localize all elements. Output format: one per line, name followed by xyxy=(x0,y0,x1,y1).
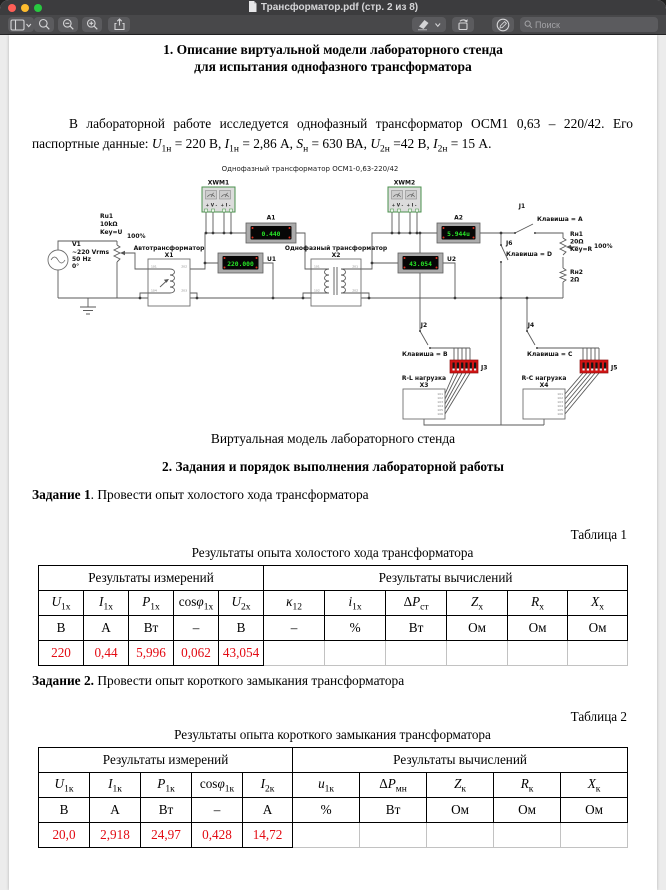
var-header-cell: $\Delta P_{мн}$ xyxy=(360,773,427,798)
var-header-cell: $P_{1х}$ xyxy=(129,591,174,616)
x3-pin: 103 xyxy=(437,400,443,404)
xwm1-v-label: + V - xyxy=(205,203,218,209)
var-header-cell: cosφ$_{1х}$ xyxy=(174,591,219,616)
var-header-cell: $U_{2х}$ xyxy=(219,591,264,616)
var-header-cell: $R_х$ xyxy=(508,591,568,616)
table-2 xyxy=(38,747,628,848)
x2-pin: 102 xyxy=(314,288,320,293)
switch-j6[interactable] xyxy=(500,240,552,263)
var-header-cell: $I_{1х}$ xyxy=(84,591,129,616)
var-header-cell: $X_х$ xyxy=(568,591,628,616)
task-1-line: Задание 1. Провести опыт холостого хода трансформатора xyxy=(32,487,369,502)
titlebar xyxy=(0,0,666,15)
var-header-cell: $U_{1к}$ xyxy=(39,773,90,798)
j4-key-label: Клавиша = C xyxy=(527,351,573,358)
markup-button[interactable] xyxy=(492,17,514,32)
j5-name: J5 xyxy=(611,364,618,372)
x3-pin: 105 xyxy=(437,408,443,412)
unit-cell: Ом xyxy=(447,616,508,641)
unit-cell: Вт xyxy=(141,798,192,823)
rn1-percent: 100% xyxy=(594,243,613,250)
diagram-title: Однофазный трансформатор ОСМ1-0,63-220/42 xyxy=(221,165,399,173)
value-cell xyxy=(447,641,508,666)
wattmeter-xwm1 xyxy=(202,180,235,213)
v1-voltage: ~220 Vrms xyxy=(72,249,110,256)
markup-pen-icon xyxy=(496,18,510,32)
v1-phase: 0° xyxy=(72,263,80,270)
a1-name: A1 xyxy=(266,214,276,222)
x2-name: X2 xyxy=(331,252,341,259)
unit-cell: Ом xyxy=(427,798,494,823)
rotate-button[interactable] xyxy=(452,17,474,32)
search-icon xyxy=(524,20,533,29)
resistor-rn2 xyxy=(560,268,583,284)
value-cell: 24,97 xyxy=(141,823,192,848)
var-header-cell: cosφ$_{1к}$ xyxy=(192,773,243,798)
xwm2-i-label: + I - xyxy=(406,203,417,209)
x1-pin: 101 xyxy=(151,264,157,269)
highlight-tool-button[interactable] xyxy=(412,17,446,32)
unit-cell: В xyxy=(39,616,84,641)
x4-pin: 106 xyxy=(557,412,563,416)
value-cell xyxy=(561,823,628,848)
toolbar xyxy=(0,15,666,35)
table-row xyxy=(39,641,628,666)
table-row xyxy=(39,823,628,848)
autotransformer-x1 xyxy=(134,245,205,306)
x4-pin: 102 xyxy=(557,396,563,400)
ru1-percent: 100% xyxy=(127,233,146,240)
xwm2-name: XWM2 xyxy=(393,179,416,187)
window-title: Трансформатор.pdf (стр. 2 из 8) xyxy=(260,2,419,13)
switch-j4[interactable] xyxy=(526,322,573,358)
x3-pin: 106 xyxy=(437,412,443,416)
x1-pin: 202 xyxy=(181,264,187,269)
rn2-value: 2Ω xyxy=(570,276,580,284)
circuit-wires xyxy=(58,212,599,425)
x4-pin: 105 xyxy=(557,408,563,412)
a1-value: 0.440 xyxy=(261,230,281,238)
value-cell xyxy=(508,641,568,666)
share-icon xyxy=(113,18,126,31)
value-cell xyxy=(360,823,427,848)
x2-pin: 101 xyxy=(314,264,320,269)
search-field[interactable] xyxy=(520,17,658,32)
unit-cell: В xyxy=(39,798,90,823)
var-header-cell: $X_к$ xyxy=(561,773,628,798)
x2-pin: 202 xyxy=(352,288,358,293)
unit-cell: Ом xyxy=(561,798,628,823)
var-header-cell: $u_{1к}$ xyxy=(293,773,360,798)
x4-pin: 104 xyxy=(557,404,563,408)
x3-pin: 101 xyxy=(437,392,443,396)
table-row xyxy=(39,591,628,616)
group-header-cell: Результаты вычислений xyxy=(293,748,628,773)
ammeter-a1 xyxy=(246,215,296,244)
var-header-cell: $R_к$ xyxy=(494,773,561,798)
x4-label: R-C нагрузка xyxy=(521,375,567,382)
table-1-number: Таблица 1 xyxy=(570,527,627,542)
pdf-page xyxy=(9,35,657,890)
ru1-key: Key=U xyxy=(100,229,123,236)
var-header-cell: $\kappa_{12}$ xyxy=(264,591,325,616)
j4-name: J4 xyxy=(527,322,535,329)
rn2-name: Rн2 xyxy=(570,269,583,276)
var-header-cell: $I_{1к}$ xyxy=(90,773,141,798)
ru1-value: 10kΩ xyxy=(100,221,118,228)
table-row xyxy=(39,798,628,823)
rn1-key: Key=R xyxy=(570,246,593,253)
j1-name: J1 xyxy=(518,203,526,210)
u2-name: U2 xyxy=(447,256,457,263)
unit-cell: Ом xyxy=(494,798,561,823)
value-cell xyxy=(386,641,447,666)
table-1-title: Результаты опыта холостого хода трансформатора xyxy=(191,545,474,560)
task-2-line: Задание 2. Провести опыт короткого замыкания трансформатора xyxy=(32,673,405,688)
x1-pin: 104 xyxy=(151,288,157,293)
zoom-in-button[interactable] xyxy=(82,17,102,32)
unit-cell: – xyxy=(174,616,219,641)
value-cell: 0,44 xyxy=(84,641,129,666)
chevron-down-icon xyxy=(27,24,31,27)
table-row xyxy=(39,773,628,798)
j6-name: J6 xyxy=(506,240,513,247)
page-title xyxy=(9,41,657,75)
var-header-cell: $Z_к$ xyxy=(427,773,494,798)
rn1-value: 20Ω xyxy=(570,238,584,246)
unit-cell: Ом xyxy=(568,616,628,641)
wattmeter-xwm2 xyxy=(388,180,421,213)
unit-cell: % xyxy=(293,798,360,823)
section-2-heading: 2. Задания и порядок выполнения лабораторной работы xyxy=(162,459,504,474)
u1-name: U1 xyxy=(267,256,277,263)
j1-key-label: Клавиша = A xyxy=(537,216,583,223)
x4-pin: 101 xyxy=(557,392,563,396)
a2-name: A2 xyxy=(454,214,463,222)
x4-name: X4 xyxy=(539,382,549,389)
unit-cell: % xyxy=(325,616,386,641)
j3-name: J3 xyxy=(481,364,488,372)
x2-pin: 201 xyxy=(352,264,358,269)
group-header-cell: Результаты вычислений xyxy=(264,566,628,591)
value-cell: 0,428 xyxy=(192,823,243,848)
rn1-name: Rн1 xyxy=(570,231,583,238)
v1-frequency: 50 Hz xyxy=(72,256,91,263)
search-input[interactable] xyxy=(533,19,647,31)
group-header-cell: Результаты измерений xyxy=(39,748,293,773)
ammeter-a2 xyxy=(437,215,480,244)
value-cell: 2,918 xyxy=(90,823,141,848)
xwm1-name: XWM1 xyxy=(207,179,230,187)
value-cell xyxy=(293,823,360,848)
switch-j2[interactable] xyxy=(402,322,448,358)
value-cell: 14,72 xyxy=(243,823,293,848)
value-cell: 20,0 xyxy=(39,823,90,848)
table-row xyxy=(39,616,628,641)
rotate-icon xyxy=(456,18,470,31)
value-cell: 5,996 xyxy=(129,641,174,666)
document-icon xyxy=(248,1,257,15)
j2-name: J2 xyxy=(420,322,428,329)
var-header-cell: $I_{2к}$ xyxy=(243,773,293,798)
unit-cell: – xyxy=(264,616,325,641)
value-cell xyxy=(568,641,628,666)
unit-cell: Вт xyxy=(129,616,174,641)
sidebar-toggle-button[interactable] xyxy=(8,17,34,32)
figure-caption: Виртуальная модель лабораторного стенда xyxy=(210,431,456,446)
switch-j1[interactable] xyxy=(514,203,583,234)
x3-label: R-L нагрузка xyxy=(401,375,447,382)
var-header-cell: $U_{1х}$ xyxy=(39,591,84,616)
var-header-cell: $i_{1х}$ xyxy=(325,591,386,616)
x3-pin: 104 xyxy=(437,404,443,408)
table-row xyxy=(39,566,628,591)
x1-name: X1 xyxy=(164,252,174,259)
group-header-cell: Результаты измерений xyxy=(39,566,264,591)
value-cell xyxy=(494,823,561,848)
zoom-in-icon xyxy=(86,18,99,31)
ru1-name: Ru1 xyxy=(100,213,114,220)
dip-switch-j3[interactable] xyxy=(450,360,487,373)
table-2-number: Таблица 2 xyxy=(570,709,627,724)
v1-name: V1 xyxy=(72,241,81,248)
value-cell: 0,062 xyxy=(174,641,219,666)
var-header-cell: $Z_х$ xyxy=(447,591,508,616)
value-cell: 220 xyxy=(39,641,84,666)
unit-cell: А xyxy=(243,798,293,823)
potentiometer-rn1[interactable] xyxy=(560,231,613,255)
unit-cell: Вт xyxy=(360,798,427,823)
share-button[interactable] xyxy=(108,17,130,32)
var-header-cell: $\Delta P_{ст}$ xyxy=(386,591,447,616)
x4-pin: 103 xyxy=(557,400,563,404)
var-header-cell: $P_{1к}$ xyxy=(141,773,192,798)
value-cell: 43,054 xyxy=(219,641,264,666)
j2-key-label: Клавиша = B xyxy=(402,351,448,358)
title-line-1: 1. Описание виртуальной модели лабораторного стенда xyxy=(163,42,503,57)
magnifier-button[interactable] xyxy=(34,17,54,32)
content-area xyxy=(0,35,666,890)
u2-value: 43.054 xyxy=(409,260,432,268)
load-x4 xyxy=(522,375,567,419)
unit-cell: Ом xyxy=(508,616,568,641)
title-line-2: для испытания однофазного трансформатора xyxy=(194,59,472,74)
unit-cell: В xyxy=(219,616,264,641)
chevron-down-icon xyxy=(433,21,443,29)
u1-value: 220.000 xyxy=(227,260,254,268)
circuit-diagram xyxy=(10,161,656,431)
dip-switch-j5[interactable] xyxy=(580,360,617,373)
unit-cell: А xyxy=(84,616,129,641)
x2-label: Однофазный трансформатор xyxy=(284,245,388,252)
ac-source-v1 xyxy=(48,241,109,270)
intro-paragraph: В лабораторной работе исследуется однофазный трансформатор ОСМ1 0,63 – 220/42. Его паспортные данные: $U_{1н} = 220$ В, $I_{1н} = 2,86$ А, $S_н = 630$ ВА, $U_{2н} =42$ В, $I_{2н} = 15$ А. xyxy=(32,116,633,156)
xwm1-i-label: + I - xyxy=(220,203,231,209)
unit-cell: А xyxy=(90,798,141,823)
x1-label: Автотрансформатор xyxy=(133,245,205,252)
magnifier-icon xyxy=(38,18,51,31)
x3-name: X3 xyxy=(419,382,429,389)
unit-cell: Вт xyxy=(386,616,447,641)
zoom-out-icon xyxy=(62,18,75,31)
value-cell xyxy=(427,823,494,848)
xwm2-v-label: + V - xyxy=(391,203,404,209)
sidebar-icon xyxy=(11,20,24,30)
value-cell xyxy=(264,641,325,666)
table-1 xyxy=(38,565,628,666)
highlighter-icon xyxy=(416,18,433,31)
value-cell xyxy=(325,641,386,666)
table-2-title: Результаты опыта короткого замыкания трансформатора xyxy=(174,727,491,742)
a2-value: 5.944u xyxy=(447,230,470,238)
j6-key-label: Клавиша = D xyxy=(506,251,552,258)
load-x3 xyxy=(402,375,446,419)
x3-pin: 102 xyxy=(437,396,443,400)
unit-cell: – xyxy=(192,798,243,823)
table-row xyxy=(39,748,628,773)
x1-pin: 203 xyxy=(181,288,187,293)
zoom-out-button[interactable] xyxy=(58,17,78,32)
